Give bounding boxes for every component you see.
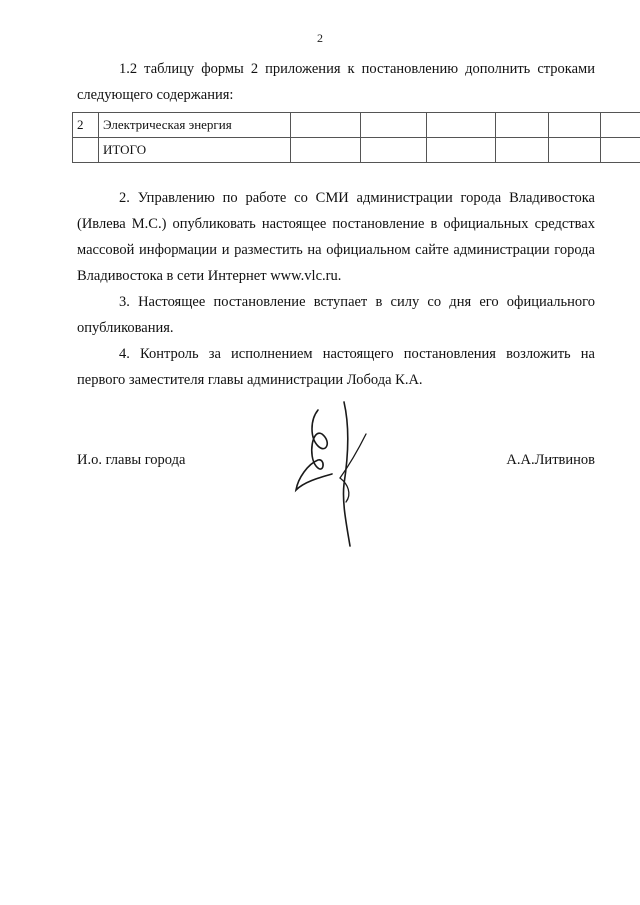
table-cell-label: ИТОГО: [99, 138, 291, 163]
signatory-position: И.о. главы города: [77, 452, 186, 468]
table-cell: [427, 138, 496, 163]
intro-paragraph: 1.2 таблицу формы 2 приложения к постановлению дополнить строками следующего содержания:: [77, 61, 595, 103]
signature-row: [77, 452, 595, 472]
table-cell-label: Электрическая энергия: [99, 113, 291, 138]
table-cell-num: [73, 138, 99, 163]
paragraph-control: 4. Контроль за исполнением настоящего постановления возложить на первого заместителя главы администрации Лобода К.А.: [77, 346, 595, 388]
table-cell: [427, 113, 496, 138]
paragraph-publication: 2. Управлению по работе со СМИ администрации города Владивостока (Ивлева М.С.) опубликовать настоящее постановление в официальных средствах массовой информации и разместить на официальном сайте администрации города Владивостока в сети Интернет www.vlc.ru.: [77, 190, 595, 284]
table-cell: [361, 113, 427, 138]
table-cell: [291, 138, 361, 163]
table-cell: [549, 138, 601, 163]
handwritten-signature: [288, 398, 388, 548]
signatory-name: А.А.Литвинов: [506, 452, 595, 468]
table-cell: [601, 113, 640, 138]
table-cell: [496, 138, 549, 163]
table-row: [73, 113, 640, 138]
addition-table: [72, 112, 640, 163]
paragraph-effective: 3. Настоящее постановление вступает в силу со дня его официального опубликования.: [77, 294, 595, 336]
table-cell: [549, 113, 601, 138]
table-cell-num: 2: [73, 113, 99, 138]
decree-paragraphs: [77, 185, 595, 393]
table-cell: [291, 113, 361, 138]
table-cell: [496, 113, 549, 138]
table-cell: [361, 138, 427, 163]
table-cell: [601, 138, 640, 163]
intro-paragraph-block: [77, 56, 595, 108]
page-number: 2: [317, 31, 323, 45]
table-row: [73, 138, 640, 163]
